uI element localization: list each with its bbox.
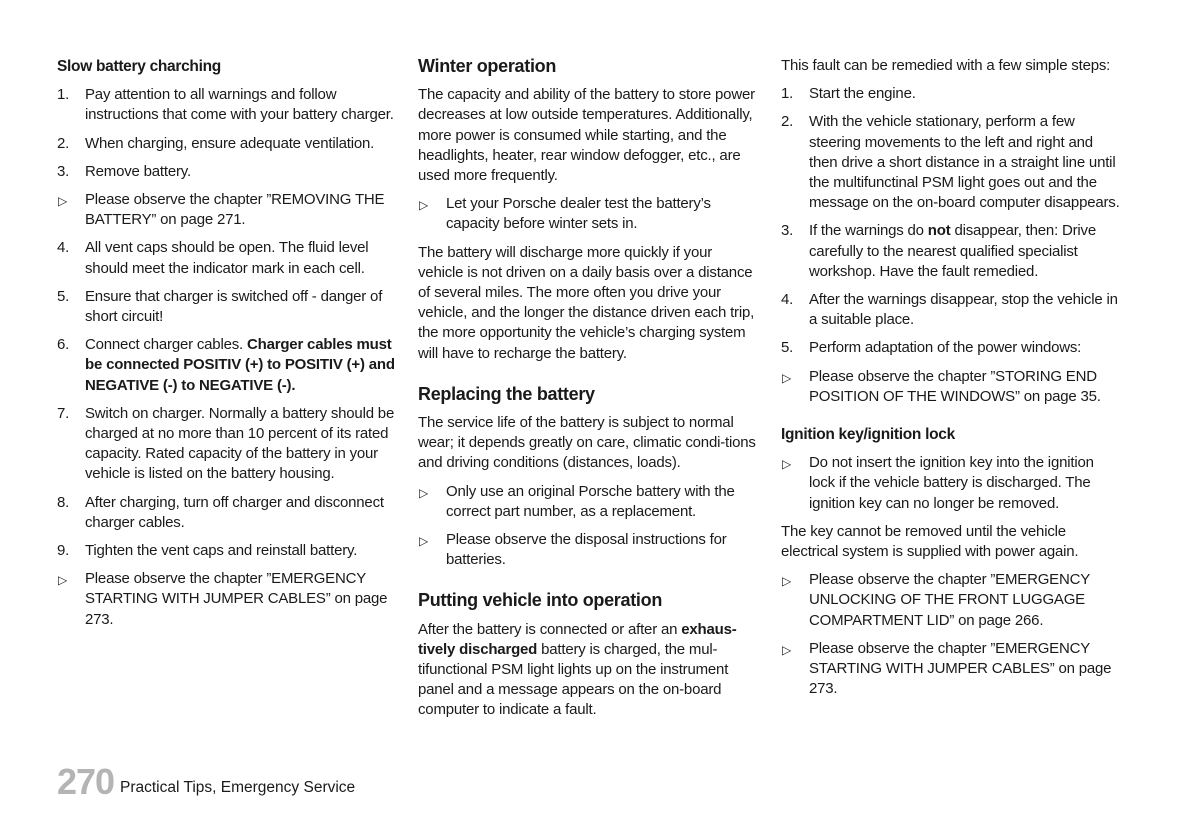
- list-item: [781, 338, 1121, 358]
- step-number: 3.: [57, 162, 70, 180]
- section-heading-winter: Winter operation: [418, 56, 557, 76]
- paragraph-text: After the battery is connected or after an: [418, 620, 682, 638]
- step-number: 2.: [57, 134, 70, 152]
- paragraph: The capacity and ability of the battery to store power decreases at low outside temperatures. Additionally, more power is consumed while starting, and the headlights, heater, rear window defogger, etc., are used more frequently.: [418, 86, 755, 185]
- tip-text: Let your Porsche dealer test the battery’s capacity before winter sets in.: [446, 195, 711, 233]
- step-number: 2.: [781, 113, 794, 131]
- step-text: disappear, then: Drive carefully to the nearest qualified specialist workshop. Have the fault remedied.: [809, 222, 1097, 280]
- step-text: When charging, ensure adequate ventilation.: [85, 134, 375, 152]
- step-text: Tighten the vent caps and reinstall battery.: [85, 542, 358, 560]
- step-number: 5.: [57, 287, 70, 305]
- paragraph: The service life of the battery is subject to normal wear; it depends greatly on care, climatic condi-tions and driving conditions (distances, loads).: [418, 414, 756, 472]
- step-text: With the vehicle stationary, perform a few steering movements to the left and right and then drive a short distance in a straight line until the multifunctinal PSM light goes out and the message on the on-board computer disappears.: [809, 113, 1120, 212]
- step-number: 7.: [57, 404, 70, 422]
- tip-list: [418, 482, 758, 571]
- step-text: After the warnings disappear, stop the vehicle in a suitable place.: [809, 291, 1118, 329]
- tip-list: [781, 453, 1121, 514]
- step-number: 1.: [781, 85, 794, 103]
- step-text: Perform adaptation of the power windows:: [809, 339, 1082, 357]
- list-item: [418, 194, 758, 234]
- column-3: [781, 56, 1121, 707]
- step-number: 6.: [57, 336, 70, 354]
- step-warning-text: Charger cables must be connected POSITIV (+) to POSITIV (+) and NEGATIVE (-) to NEGATIVE (-).: [85, 336, 395, 394]
- list-item: [781, 367, 1121, 407]
- list-item: [57, 335, 397, 396]
- step-text: If the warnings do: [809, 222, 928, 240]
- step-text: Please observe the chapter ”REMOVING THE BATTERY” on page 271.: [85, 191, 385, 229]
- section-heading-putting-into-operation: Putting vehicle into operation: [418, 590, 663, 611]
- list-item: [418, 530, 758, 570]
- list-item: [781, 453, 1121, 514]
- section-heading-replacing: Replacing the battery: [418, 383, 595, 404]
- paragraph: The key cannot be removed until the vehicle electrical system is supplied with power again.: [781, 522, 1079, 561]
- list-item: [57, 569, 397, 630]
- triangle-bullet-icon: ▷: [419, 198, 429, 213]
- step-number: 3.: [781, 222, 794, 240]
- tip-list: [418, 194, 758, 234]
- triangle-bullet-icon: ▷: [782, 457, 792, 472]
- chapter-title: Practical Tips, Emergency Service: [120, 779, 356, 796]
- list-item: [781, 639, 1121, 700]
- list-item: [781, 290, 1121, 330]
- step-text: Start the engine.: [809, 85, 916, 103]
- list-item: [418, 482, 758, 522]
- list-item: [781, 84, 1121, 104]
- step-number: 5.: [781, 339, 794, 357]
- tip-list: [781, 570, 1121, 699]
- paragraph: [418, 620, 758, 721]
- step-number: 4.: [781, 291, 794, 309]
- list-item: [781, 112, 1121, 213]
- column-2: [418, 56, 758, 729]
- step-text: All vent caps should be open. The fluid level should meet the indicator mark in each cell.: [85, 239, 369, 277]
- remedy-steps-list: [781, 84, 1121, 407]
- page-number: 270: [57, 761, 115, 802]
- triangle-bullet-icon: ▷: [782, 370, 792, 385]
- list-item: [57, 287, 397, 327]
- list-item: [57, 404, 397, 485]
- step-number: 9.: [57, 542, 70, 560]
- tip-text: Please observe the chapter ”EMERGENCY UNLOCKING OF THE FRONT LUGGAGE COMPARTMENT LID” on page 266.: [809, 571, 1090, 629]
- paragraph: The battery will discharge more quickly if your vehicle is not driven on a daily basis over a distance of several miles. The more often you drive your vehicle, and the longer the distance driven each trip, the more opportunity the vehicle’s charging system will have to recharge the battery.: [418, 243, 755, 362]
- list-item: [57, 134, 397, 154]
- list-item: [781, 221, 1121, 282]
- list-item: [57, 541, 397, 561]
- triangle-bullet-icon: ▷: [782, 642, 792, 657]
- step-text: Switch on charger. Normally a battery should be charged at no more than 10 percent of its rated capacity. Rated capacity of the battery in your vehicle is listed on the battery housing.: [85, 404, 395, 483]
- step-text: Please observe the chapter ”STORING END POSITION OF THE WINDOWS” on page 35.: [809, 367, 1101, 405]
- page-footer: [57, 762, 657, 802]
- step-text: Ensure that charger is switched off - danger of short circuit!: [85, 287, 383, 326]
- paragraph-text: battery is charged, the mul-tifunctional PSM light lights up on the instrument panel and a message appears on the on-board computer to indicate a fault.: [418, 640, 729, 719]
- step-text: Please observe the chapter ”EMERGENCY STARTING WITH JUMPER CABLES” on page 273.: [85, 570, 388, 628]
- column-1: [57, 56, 397, 638]
- tip-text: Do not insert the ignition key into the ignition lock if the vehicle battery is discharged. The ignition key can no longer be removed.: [809, 454, 1094, 512]
- step-text: Remove battery.: [85, 162, 191, 180]
- list-item: [57, 85, 397, 125]
- triangle-bullet-icon: ▷: [419, 534, 429, 549]
- triangle-bullet-icon: ▷: [58, 573, 68, 588]
- list-item: [57, 190, 397, 230]
- step-text: After charging, turn off charger and disconnect charger cables.: [85, 493, 384, 531]
- triangle-bullet-icon: ▷: [58, 194, 68, 209]
- tip-text: Please observe the disposal instructions for batteries.: [446, 531, 727, 569]
- step-number: 8.: [57, 493, 70, 511]
- step-bold-text: not: [927, 222, 951, 240]
- step-text: Pay attention to all warnings and follow instructions that come with your battery charger.: [85, 86, 394, 124]
- tip-text: Only use an original Porsche battery with the correct part number, as a replacement.: [446, 482, 735, 520]
- section-heading-ignition: Ignition key/ignition lock: [781, 426, 955, 444]
- intro-paragraph: This fault can be remedied with a few simple steps:: [781, 57, 1111, 74]
- step-number: 4.: [57, 239, 70, 257]
- charging-steps-list: [57, 85, 397, 630]
- list-item: [57, 238, 397, 278]
- triangle-bullet-icon: ▷: [782, 574, 792, 589]
- triangle-bullet-icon: ▷: [419, 485, 429, 500]
- list-item: [781, 570, 1121, 631]
- paragraph-bold-text: exhaus-tively discharged: [418, 620, 737, 658]
- list-item: [57, 162, 397, 182]
- step-number: 1.: [57, 86, 70, 104]
- list-item: [57, 493, 397, 533]
- tip-text: Please observe the chapter ”EMERGENCY STARTING WITH JUMPER CABLES” on page 273.: [809, 639, 1112, 698]
- section-heading-slow-charging: Slow battery charching: [57, 58, 221, 75]
- step-text: Connect charger cables.: [85, 336, 247, 354]
